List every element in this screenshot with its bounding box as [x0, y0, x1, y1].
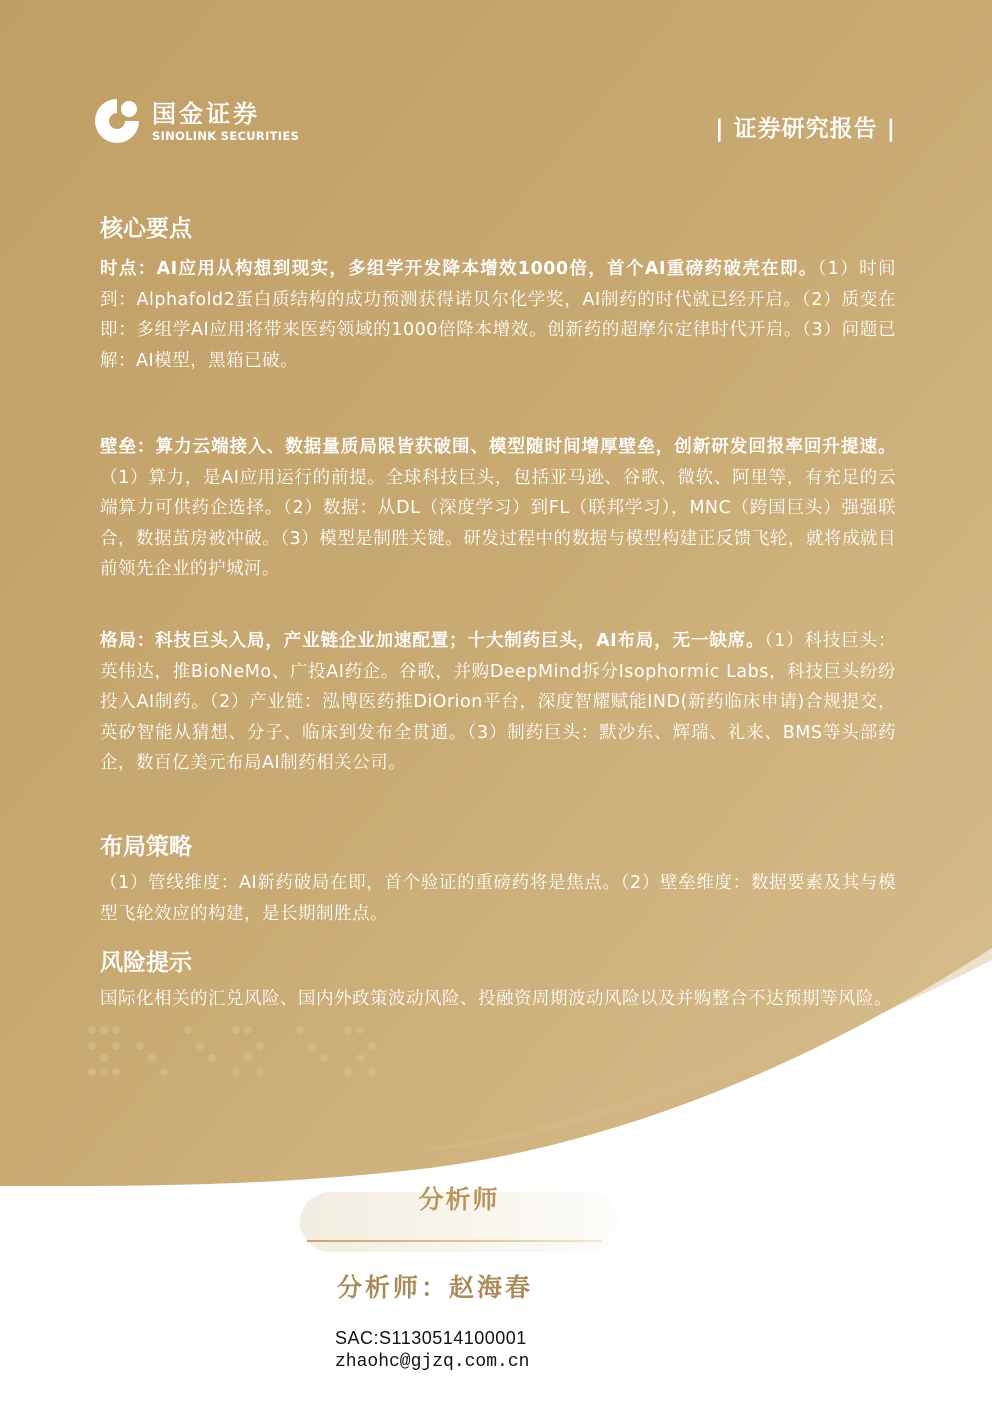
strategy-title: 布局策略 [100, 834, 192, 860]
logo-mark-icon [92, 96, 142, 146]
analyst-email[interactable]: zhaohc@gjzq.com.cn [335, 1352, 530, 1372]
core-point-landscape-body: （1）科技巨头：英伟达，推BioNeMo、广投AI药企。谷歌，并购DeepMind拆分Isophormic Labs，科技巨头纷纷投入AI制药。（2）产业链：泓博医药推DiOrion平台，深度智耀赋能IND(新药临床申请)合规提交，英矽智能从猜想、分子、临床到发布全贯通。（3）制药巨头：默沙东、辉瑞、礼来、BMS等头部药企，数百亿美元布局AI制药相关公司。 [100, 631, 896, 774]
analyst-name: 分析师：赵海春 [337, 1273, 534, 1302]
risk-title: 风险提示 [100, 950, 192, 976]
risk-body: 国际化相关的汇兑风险、国内外政策波动风险、投融资周期波动风险以及并购整合不达预期等风险。 [100, 989, 892, 1009]
logo-chinese-name: 国金证券 [152, 99, 260, 128]
core-point-landscape-lead: 格局：科技巨头入局，产业链企业加速配置；十大制药巨头，AI布局，无一缺席。 [100, 631, 765, 651]
analyst-sac-number: SAC:S1130514100001 [335, 1328, 527, 1348]
core-point-barrier-body: （1）算力，是AI应用运行的前提。全球科技巨头，包括亚马逊、谷歌、微软、阿里等，有充足的云端算力可供药企选择。（2）数据：从DL（深度学习）到FL（联邦学习），MNC（跨国巨头）强强联合，数据茧房被冲破。（3）模型是制胜关键。研发过程中的数据与模型构建正反馈飞轮，就将成就目前领先企业的护城河。 [100, 467, 896, 580]
core-point-timing [100, 254, 896, 376]
core-point-timing-body: （1）时间到：Alphafold2蛋白质结构的成功预测获得诺贝尔化学奖，AI制药的时代就已经开启。（2）质变在即：多组学AI应用将带来医药领域的1000倍降本增效。创新药的超摩尔定律时代开启。（3）问题已解：AI模型，黑箱已破。 [100, 259, 896, 371]
analyst-heading: 分析师 [418, 1185, 500, 1214]
core-point-landscape [100, 626, 896, 779]
core-point-barrier-lead: 壁垒：算力云端接入、数据量质局限皆获破围、模型随时间增厚壁垒，创新研发回报率回升提速。 [100, 437, 896, 457]
strategy-body: （1）管线维度：AI新药破局在即，首个验证的重磅药将是焦点。（2）壁垒维度：数据要素及其与模型飞轮效应的构建，是长期制胜点。 [100, 873, 896, 924]
company-logo [92, 96, 299, 146]
core-point-timing-lead: 时点：AI应用从构想到现实，多组学开发降本增效1000倍，首个AI重磅药破壳在即。 [100, 259, 818, 279]
analyst-divider [307, 1240, 602, 1242]
report-type-label: | 证券研究报告 | [715, 116, 896, 142]
core-points-title: 核心要点 [100, 216, 192, 242]
core-point-barrier [100, 432, 896, 585]
logo-english-name: SINOLINK SECURITIES [152, 128, 300, 143]
